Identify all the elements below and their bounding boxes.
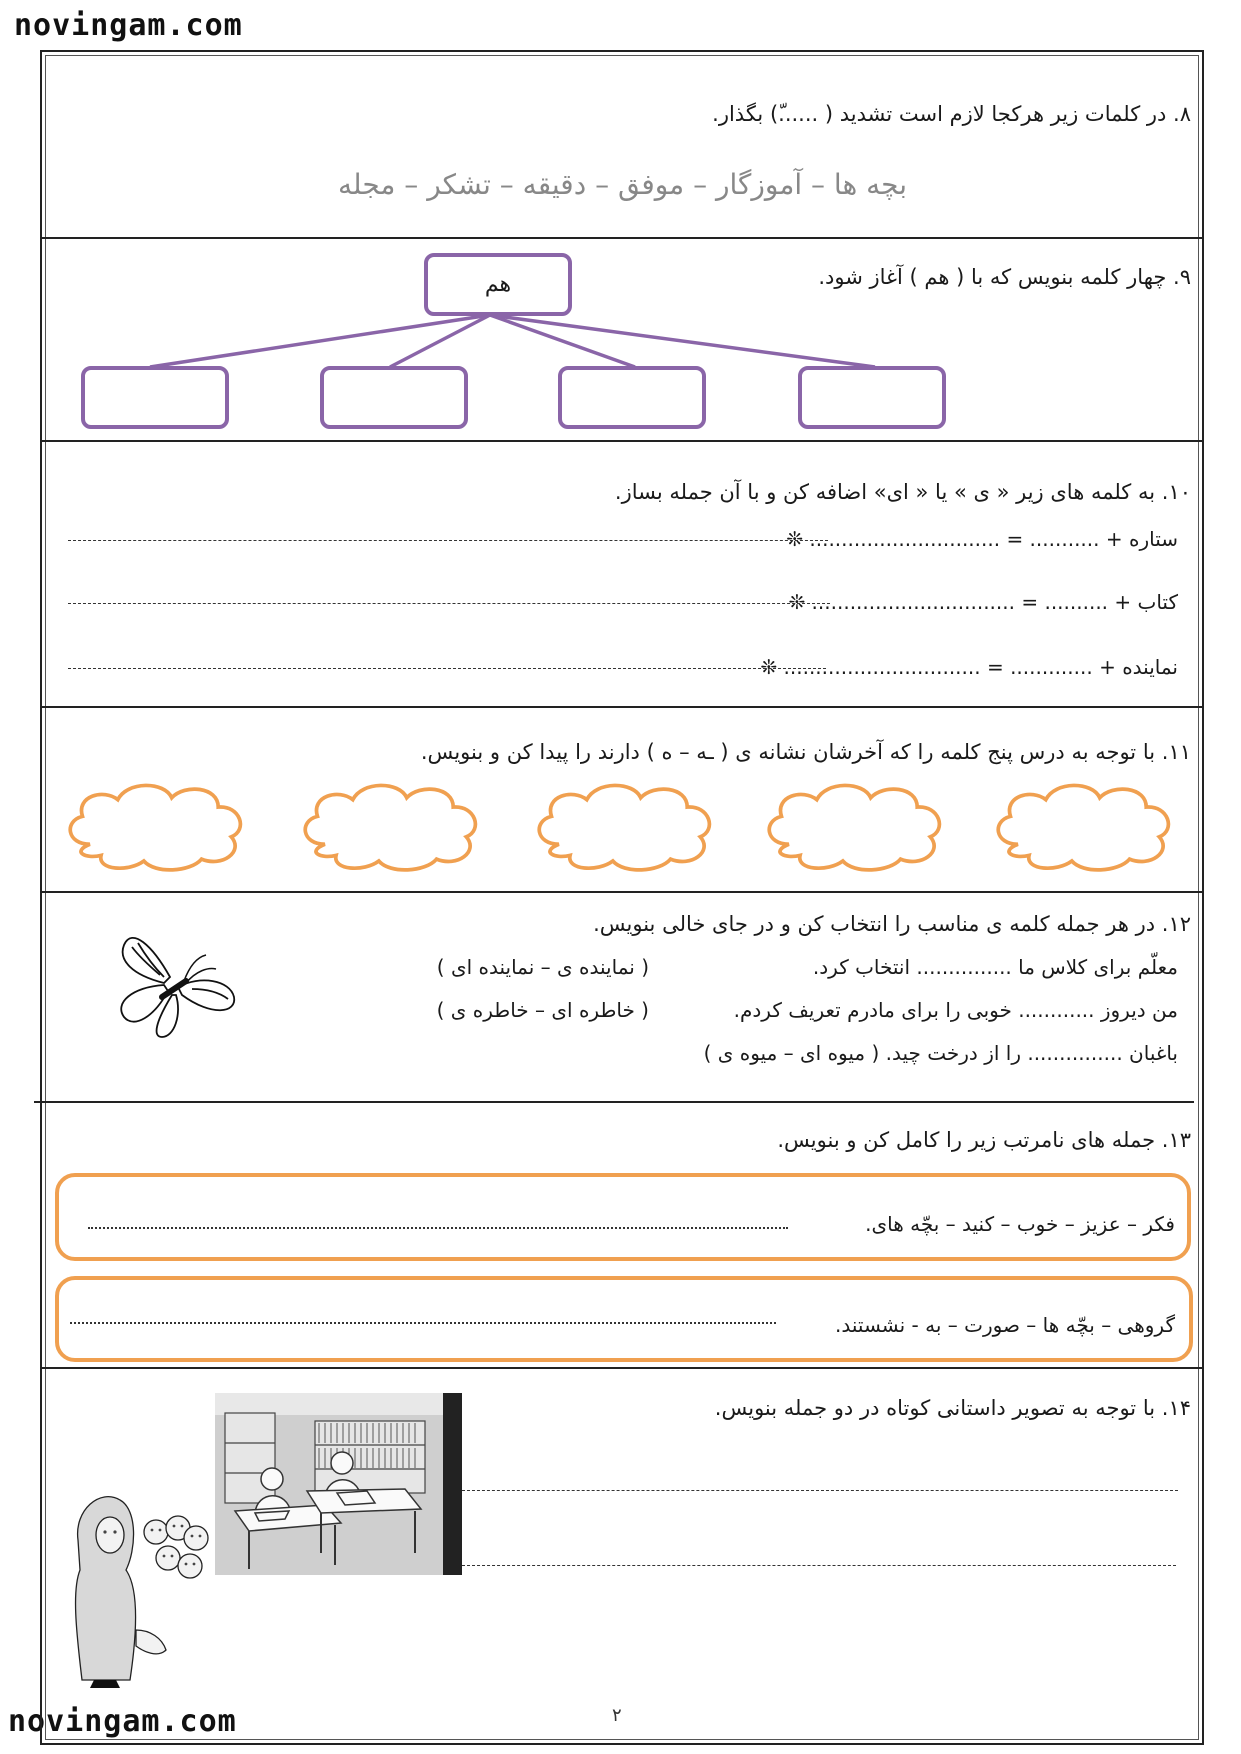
divider-8-9: [42, 237, 1202, 239]
answer-box-3[interactable]: [558, 366, 706, 429]
answer-cloud-4[interactable]: [297, 776, 483, 880]
divider-11-12: [42, 891, 1202, 893]
question-8-words: بچه ها – آموزگار – موفق – دقیقه – تشکر – مجله: [338, 168, 907, 201]
question-8: ۸. در کلمات زیر هرکجا لازم است تشدید ( ......ّ) بگذار.: [712, 102, 1191, 126]
question-12-options-2: ( خاطره ای – خاطره ی ): [436, 998, 649, 1022]
answer-line-10-3[interactable]: [68, 668, 826, 669]
answer-cloud-5[interactable]: [62, 776, 248, 880]
answer-box-2[interactable]: [320, 366, 468, 429]
question-12-sentence-2: من دیروز ............ خوبی را برای مادرم تعریف کردم.: [733, 998, 1178, 1022]
question-11: ۱۱. با توجه به درس پنج کلمه را که آخرشان نشانه ی ( ـه – ه ) دارند را پیدا کن و بنویس.: [420, 740, 1191, 764]
question-9: ۹. چهار کلمه بنویس که با ( هم ) آغاز شود.: [818, 265, 1191, 289]
question-12-sentence-1: معلّم برای کلاس ما ............... انتخاب کرد.: [812, 955, 1178, 979]
question-12-sentence-3: باغبان ............... را از درخت چید. ( میوه ای – میوه ی ): [703, 1041, 1178, 1065]
answer-cloud-2[interactable]: [761, 776, 947, 880]
question-10-row-1: ستاره + ........... = .............................. ❊: [786, 527, 1178, 551]
question-12: ۱۲. در هر جمله کلمه ی مناسب را انتخاب کن و در جای خالی بنویس.: [593, 912, 1191, 936]
answer-cloud-1[interactable]: [990, 776, 1176, 880]
answer-line-13-1[interactable]: [88, 1227, 788, 1229]
divider-9-10: [42, 440, 1202, 442]
answer-box-4[interactable]: [798, 366, 946, 429]
question-10-row-2: کتاب + .......... = ................................ ❊: [788, 590, 1178, 614]
question-13-row-2: گروهی – بچّه ها – صورت – به - نشستند.: [835, 1313, 1175, 1337]
butterfly-icon: [112, 925, 242, 1045]
divider-13-14: [42, 1367, 1202, 1369]
answer-box-1[interactable]: [81, 366, 229, 429]
watermark-bottom: novingam.com: [8, 1704, 237, 1739]
answer-line-10-2[interactable]: [68, 603, 830, 604]
answer-line-14-1[interactable]: [462, 1490, 1178, 1491]
library-illustration: [215, 1393, 462, 1575]
page-number: ۲: [612, 1705, 622, 1726]
question-10-row-3: نماینده + ............. = ............................... ❊: [760, 655, 1178, 679]
question-13: ۱۳. جمله های نامرتب زیر را کامل کن و بنویس.: [777, 1128, 1191, 1152]
answer-line-10-1[interactable]: [68, 540, 828, 541]
answer-line-13-2[interactable]: [70, 1322, 776, 1324]
question-12-options-1: ( نماینده ی – نماینده ای ): [436, 955, 649, 979]
teacher-children-illustration: [70, 1480, 230, 1690]
question-10: ۱۰. به کلمه های زیر « ی » یا « ای» اضافه کن و با آن جمله بساز.: [614, 480, 1191, 504]
word-tree-root-box: [424, 253, 572, 316]
answer-cloud-3[interactable]: [531, 776, 717, 880]
divider-10-11: [42, 706, 1202, 708]
question-14: ۱۴. با توجه به تصویر داستانی کوتاه در دو جمله بنویس.: [714, 1396, 1191, 1420]
answer-line-14-2[interactable]: [462, 1565, 1176, 1566]
divider-12-13: [34, 1101, 1194, 1103]
watermark-top: novingam.com: [14, 8, 243, 43]
word-tree-root-label: هم: [484, 272, 512, 297]
question-13-row-1: فکر – عزیز – خوب – کنید – بچّه های.: [865, 1212, 1175, 1236]
